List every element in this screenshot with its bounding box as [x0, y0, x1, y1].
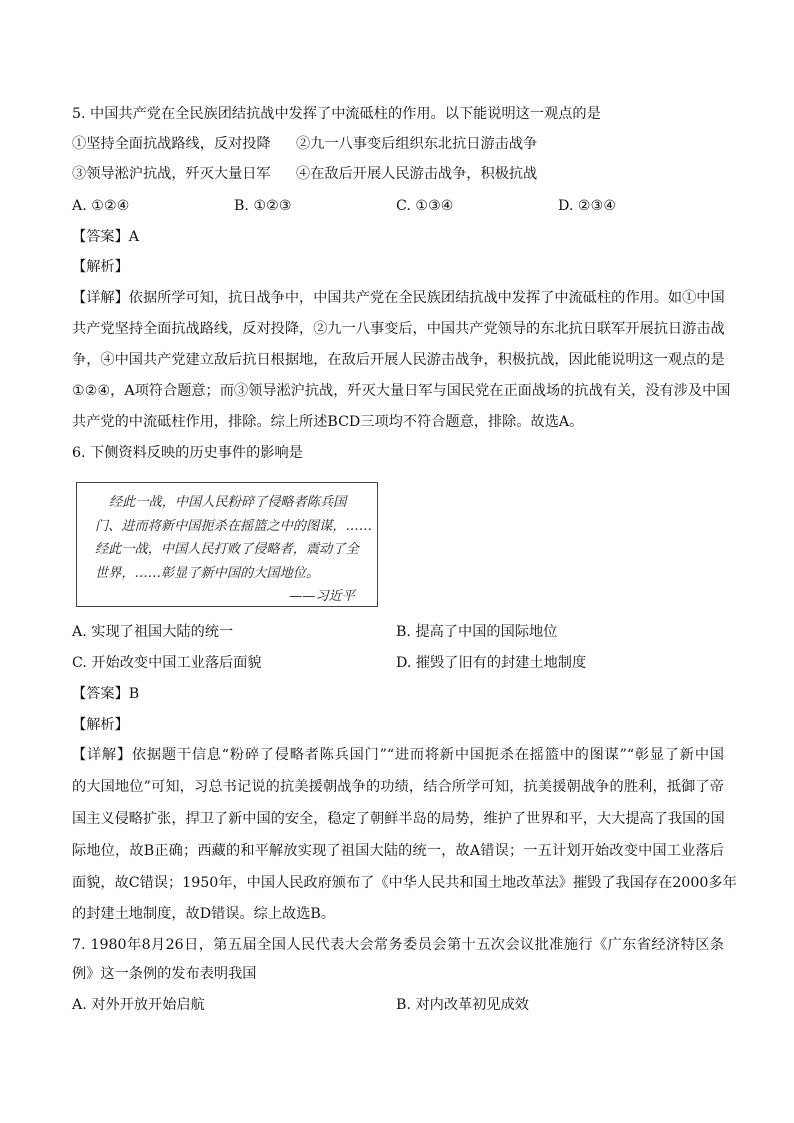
q7-stem-line: 7. 1980年8月26日，第五届全国人民代表大会常务委员会第十五次会议批准施行《广东省经济特区条: [72, 937, 724, 953]
q6-quote-box: [76, 482, 378, 607]
q5-stem: 5. 中国共产党在全民族团结抗战中发挥了中流砥柱的作用。以下能说明这一观点的是: [72, 106, 601, 122]
q5-answer: 【答案】A: [72, 229, 139, 245]
q6-detail-line: 【详解】依据题干信息“粉碎了侵略者陈兵国门”“进而将新中国扼杀在摇篮中的图谋”“彰显了新中国: [72, 747, 724, 763]
q6-quote-line: 门、进而将新中国扼杀在摇篮之中的图谋，……: [95, 518, 372, 534]
q5-detail-line: ①②④，A项符合题意；而③领导淞沪抗战，歼灭大量日军与国民党在正面战场的抗战有关，没有涉及中国: [72, 383, 731, 399]
q5-analysis-label: 【解析】: [72, 259, 129, 275]
q5-item-4: ④在敌后开展人民游击战争，积极抗战: [296, 166, 538, 182]
q6-option-b: B. 提高了中国的国际地位: [396, 624, 558, 640]
q5-item-3: ③领导淞沪抗战，歼灭大量日军: [72, 166, 271, 182]
q6-option-d: D. 摧毁了旧有的封建土地制度: [396, 655, 587, 671]
q5-detail-line: 共产党的中流砥柱作用，排除。综上所述BCD三项均不符合题意，排除。故选A。: [72, 414, 584, 430]
q5-option-a: A. ①②④: [72, 198, 130, 214]
q6-option-a: A. 实现了祖国大陆的统一: [72, 624, 234, 640]
q6-detail-line: 面貌，故C错误；1950年，中国人民政府颁布了《中华人民共和国土地改革法》摧毁了我国存在2000多年: [72, 875, 737, 891]
q6-answer: 【答案】B: [72, 686, 140, 702]
q5-item-1: ①坚持全面抗战路线，反对投降: [72, 136, 271, 152]
q6-quote-line: 经此一战，中国人民粉碎了侵略者陈兵国: [109, 495, 347, 510]
q6-option-c: C. 开始改变中国工业落后面貌: [72, 655, 262, 671]
q5-option-d: D. ②③④: [558, 198, 617, 214]
q5-option-b: B. ①②③: [234, 198, 292, 214]
q6-quote-line: 世界，……彰显了新中国的大国地位。: [95, 565, 320, 581]
q6-detail-line: 的大国地位”可知，习总书记说的抗美援朝战争的功绩，结合所学可知，抗美援朝战争的胜利，抵御了帝: [72, 779, 724, 795]
q6-detail-line: 的封建土地制度，故D错误。综上故选B。: [72, 906, 335, 922]
q5-option-c: C. ①③④: [396, 198, 454, 214]
q7-option-b: B. 对内改革初见成效: [396, 997, 529, 1013]
q7-stem-line: 例》这一条例的发布表明我国: [72, 966, 257, 982]
q5-item-2: ②九一八事变后组织东北抗日游击战争: [296, 136, 538, 152]
q6-quote-text: [95, 491, 372, 609]
q5-detail-line: 争，④中国共产党建立敌后抗日根据地，在敌后开展人民游击战争，积极抗战，因此能说明这一观点的是: [72, 352, 725, 368]
q6-quote-line: 经此一战，中国人民打败了侵略者，震动了全: [95, 542, 359, 557]
q5-detail-line: 共产党坚持全面抗战路线，反对投降，②九一八事变后，中国共产党领导的东北抗日联军开展抗日游击战: [72, 321, 725, 337]
q6-analysis-label: 【解析】: [72, 717, 129, 733]
q6-stem: 6. 下侧资料反映的历史事件的影响是: [72, 445, 303, 461]
q7-option-a: A. 对外开放开始启航: [72, 997, 205, 1013]
q6-detail-line: 国主义侵略扩张，捍卫了新中国的安全，稳定了朝鲜半岛的局势，维护了世界和平，大大提高了我国的国: [72, 811, 725, 827]
q5-detail-line: 【详解】依据所学可知，抗日战争中，中国共产党在全民族团结抗战中发挥了中流砥柱的作用。如①中国: [72, 290, 725, 306]
q6-quote-author: ——习近平: [289, 589, 355, 604]
q6-detail-line: 际地位，故B正确；西藏的和平解放实现了祖国大陆的统一，故A错误；一五计划开始改变中国工业落后: [72, 843, 724, 859]
